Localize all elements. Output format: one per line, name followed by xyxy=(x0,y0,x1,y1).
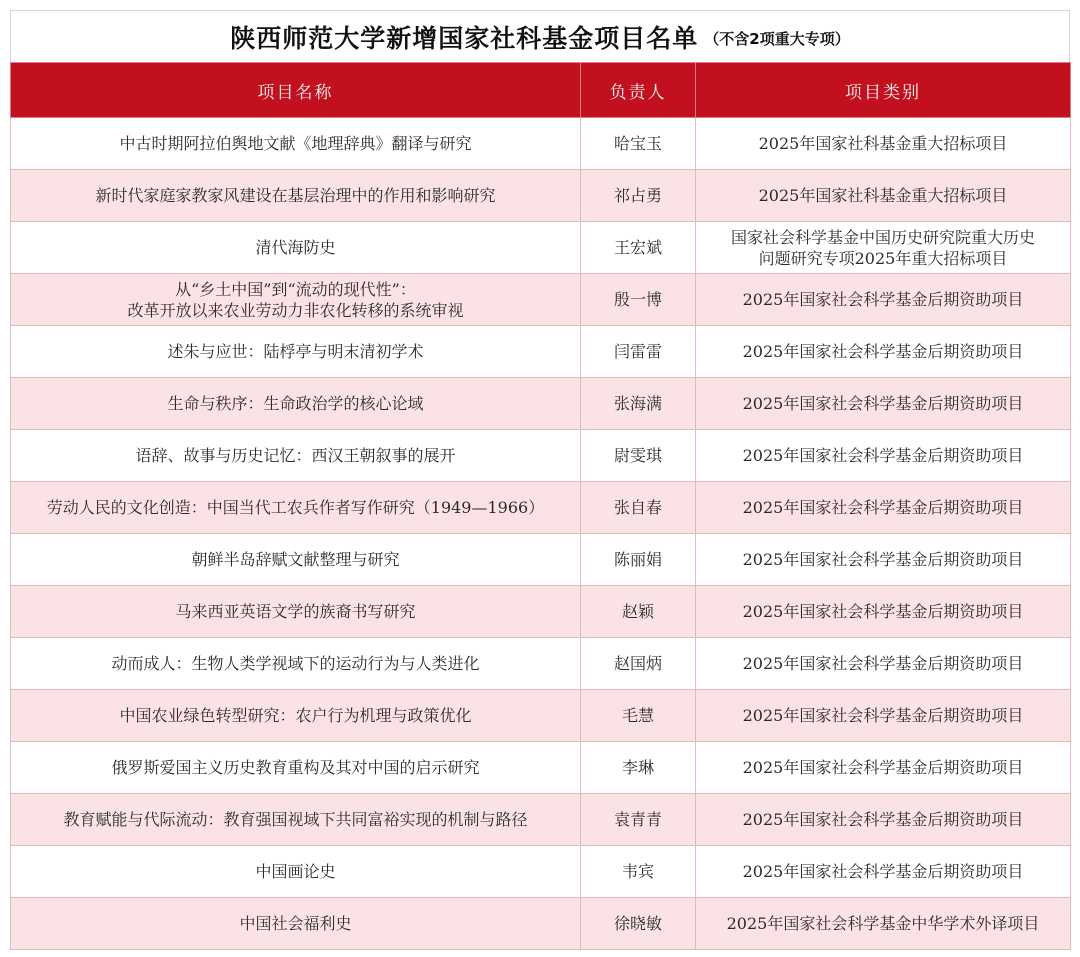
project-category-cell-text: 2025年国家社会科学基金后期资助项目 xyxy=(742,394,1024,413)
project-leader-cell-text: 李琳 xyxy=(621,758,654,777)
project-leader-cell-text: 赵颖 xyxy=(621,602,654,621)
project-category-cell xyxy=(696,274,1071,326)
projects-table xyxy=(10,62,1071,950)
project-category-cell-text: 2025年国家社会科学基金后期资助项目 xyxy=(742,706,1024,725)
project-category-cell-text: 2025年国家社会科学基金后期资助项目 xyxy=(742,446,1024,465)
project-leader-cell xyxy=(581,118,696,170)
project-category-cell xyxy=(696,690,1071,742)
project-category-cell xyxy=(696,534,1071,586)
project-category-cell-text: 2025年国家社科基金重大招标项目 xyxy=(758,186,1008,205)
project-name-cell xyxy=(11,326,581,378)
project-category-cell xyxy=(696,378,1071,430)
project-name-cell-text: 新时代家庭家教家风建设在基层治理中的作用和影响研究 xyxy=(95,186,496,205)
project-leader-cell xyxy=(581,898,696,950)
project-leader-cell xyxy=(581,846,696,898)
project-category-cell-text: 2025年国家社会科学基金后期资助项目 xyxy=(742,862,1024,881)
table-row xyxy=(11,222,1071,274)
project-category-cell xyxy=(696,326,1071,378)
project-name-cell xyxy=(11,586,581,638)
project-list-sheet xyxy=(10,10,1070,948)
project-leader-cell xyxy=(581,742,696,794)
table-row xyxy=(11,326,1071,378)
table-row xyxy=(11,170,1071,222)
project-name-cell xyxy=(11,430,581,482)
project-name-cell-text: 朝鲜半岛辞赋文献整理与研究 xyxy=(191,550,400,569)
project-category-cell-text: 2025年国家社会科学基金后期资助项目 xyxy=(742,810,1024,829)
project-name-cell-text: 俄罗斯爱国主义历史教育重构及其对中国的启示研究 xyxy=(111,758,480,777)
table-row xyxy=(11,638,1071,690)
table-row xyxy=(11,378,1071,430)
project-leader-cell-text: 尉雯琪 xyxy=(613,446,662,465)
table-row xyxy=(11,430,1071,482)
project-leader-cell xyxy=(581,274,696,326)
column-header-category: 项目类别 xyxy=(696,63,1071,118)
project-name-cell-text: 生命与秩序：生命政治学的核心论域 xyxy=(167,394,424,413)
project-name-cell xyxy=(11,170,581,222)
project-category-cell xyxy=(696,742,1071,794)
project-leader-cell-text: 祁占勇 xyxy=(613,186,662,205)
project-category-cell-text: 国家社会科学基金中国历史研究院重大历史 问题研究专项2025年重大招标项目 xyxy=(730,227,1035,268)
page-title: 陕西师范大学新增国家社科基金项目名单 xyxy=(230,23,699,53)
table-row xyxy=(11,690,1071,742)
project-leader-cell-text: 王宏斌 xyxy=(613,238,662,257)
project-leader-cell-text: 张海满 xyxy=(613,394,662,413)
project-name-cell xyxy=(11,378,581,430)
column-header-name: 项目名称 xyxy=(11,63,581,118)
project-name-cell xyxy=(11,118,581,170)
project-category-cell xyxy=(696,118,1071,170)
project-category-cell-text: 2025年国家社会科学基金后期资助项目 xyxy=(742,758,1024,777)
table-row xyxy=(11,586,1071,638)
project-name-cell xyxy=(11,794,581,846)
project-category-cell xyxy=(696,794,1071,846)
table-body xyxy=(11,118,1071,950)
project-name-cell-text: 中国社会福利史 xyxy=(239,914,352,933)
table-row xyxy=(11,794,1071,846)
table-row xyxy=(11,898,1071,950)
project-category-cell-text: 2025年国家社会科学基金后期资助项目 xyxy=(742,654,1024,673)
project-leader-cell-text: 闫雷雷 xyxy=(613,342,662,361)
project-name-cell-text: 从“乡土中国”到“流动的现代性”： 改革开放以来农业劳动力非农化转移的系统审视 xyxy=(127,279,464,320)
project-name-cell-text: 中国画论史 xyxy=(255,862,336,881)
project-leader-cell xyxy=(581,534,696,586)
project-leader-cell-text: 张自春 xyxy=(613,498,662,517)
table-row xyxy=(11,534,1071,586)
project-leader-cell-text: 殷一博 xyxy=(613,290,662,309)
project-category-cell xyxy=(696,586,1071,638)
project-name-cell-text: 马来西亚英语文学的族裔书写研究 xyxy=(175,602,416,621)
project-name-cell xyxy=(11,690,581,742)
project-name-cell-text: 劳动人民的文化创造：中国当代工农兵作者写作研究（1949—1966） xyxy=(46,498,545,517)
project-name-cell-text: 教育赋能与代际流动：教育强国视域下共同富裕实现的机制与路径 xyxy=(63,810,528,829)
project-leader-cell-text: 赵国炳 xyxy=(613,654,662,673)
project-name-cell xyxy=(11,846,581,898)
project-category-cell xyxy=(696,430,1071,482)
project-leader-cell xyxy=(581,378,696,430)
project-name-cell xyxy=(11,638,581,690)
column-header-leader: 负责人 xyxy=(581,63,696,118)
project-category-cell-text: 2025年国家社会科学基金后期资助项目 xyxy=(742,550,1024,569)
project-name-cell-text: 语辞、故事与历史记忆：西汉王朝叙事的展开 xyxy=(135,446,456,465)
project-name-cell-text: 述朱与应世：陆桴亭与明末清初学术 xyxy=(167,342,424,361)
project-name-cell-text: 动而成人：生物人类学视域下的运动行为与人类进化 xyxy=(111,654,480,673)
project-leader-cell-text: 袁青青 xyxy=(613,810,662,829)
project-name-cell xyxy=(11,534,581,586)
project-category-cell-text: 2025年国家社会科学基金后期资助项目 xyxy=(742,602,1024,621)
project-leader-cell xyxy=(581,794,696,846)
project-leader-cell-text: 韦宾 xyxy=(621,862,654,881)
project-name-cell xyxy=(11,742,581,794)
project-name-cell xyxy=(11,274,581,326)
table-row xyxy=(11,846,1071,898)
title-note: （不含2项重大专项） xyxy=(704,30,850,48)
project-leader-cell-text: 陈丽娟 xyxy=(613,550,662,569)
table-header-row xyxy=(11,63,1071,118)
title-bar xyxy=(10,10,1070,62)
table-row xyxy=(11,274,1071,326)
project-category-cell xyxy=(696,898,1071,950)
project-category-cell-text: 2025年国家社科基金重大招标项目 xyxy=(758,134,1008,153)
project-category-cell-text: 2025年国家社会科学基金后期资助项目 xyxy=(742,290,1024,309)
project-leader-cell xyxy=(581,326,696,378)
project-leader-cell-text: 哈宝玉 xyxy=(613,134,662,153)
project-category-cell xyxy=(696,170,1071,222)
project-category-cell xyxy=(696,222,1071,274)
project-leader-cell-text: 毛慧 xyxy=(621,706,654,725)
project-leader-cell xyxy=(581,690,696,742)
project-category-cell xyxy=(696,638,1071,690)
project-leader-cell xyxy=(581,482,696,534)
project-name-cell-text: 中国农业绿色转型研究：农户行为机理与政策优化 xyxy=(119,706,472,725)
project-name-cell xyxy=(11,482,581,534)
project-leader-cell xyxy=(581,170,696,222)
project-leader-cell xyxy=(581,222,696,274)
table-row xyxy=(11,742,1071,794)
project-leader-cell-text: 徐晓敏 xyxy=(613,914,662,933)
table-row xyxy=(11,482,1071,534)
project-name-cell-text: 清代海防史 xyxy=(255,238,336,257)
project-name-cell xyxy=(11,898,581,950)
project-name-cell xyxy=(11,222,581,274)
project-category-cell-text: 2025年国家社会科学基金后期资助项目 xyxy=(742,498,1024,517)
project-category-cell-text: 2025年国家社会科学基金后期资助项目 xyxy=(742,342,1024,361)
project-leader-cell xyxy=(581,638,696,690)
table-row xyxy=(11,118,1071,170)
project-category-cell xyxy=(696,482,1071,534)
project-leader-cell xyxy=(581,586,696,638)
project-category-cell-text: 2025年国家社会科学基金中华学术外译项目 xyxy=(726,914,1040,933)
project-leader-cell xyxy=(581,430,696,482)
project-category-cell xyxy=(696,846,1071,898)
project-name-cell-text: 中古时期阿拉伯舆地文献《地理辞典》翻译与研究 xyxy=(119,134,472,153)
